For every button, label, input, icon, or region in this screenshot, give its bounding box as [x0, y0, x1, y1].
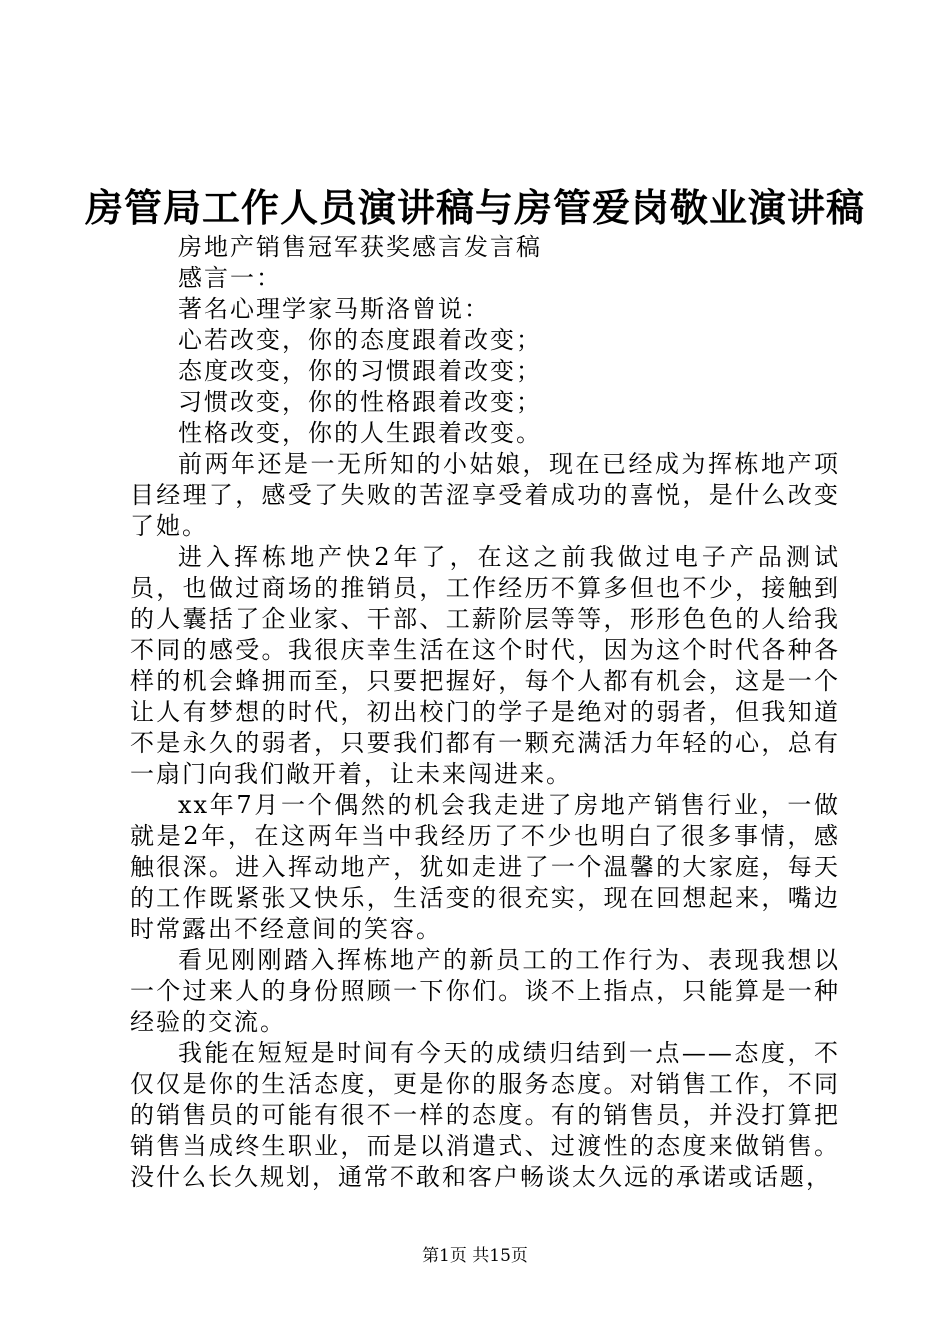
body-paragraph: 看见刚刚踏入挥栋地产的新员工的工作行为、表现我想以一个过来人的身份照顾一下你们。谈不上指点，只能算是一种经验的交流。	[130, 946, 840, 1036]
page-number-footer: 第1页 共15页	[422, 1246, 528, 1266]
body-paragraph: 我能在短短是时间有今天的成绩归结到一点——态度，不仅仅是你的生活态度，更是你的服务态度。对销售工作，不同的销售员的可能有很不一样的态度。有的销售员，并没打算把销售当成终生职业，而是以消遣式、过渡性的态度来做销售。没什么长久规划，通常不敢和客户畅谈太久远的承诺或话题，	[130, 1039, 840, 1191]
body-line: 态度改变，你的习惯跟着改变；	[178, 357, 542, 385]
body-line: 习惯改变，你的性格跟着改变；	[178, 388, 542, 416]
body-line: 房地产销售冠军获奖感言发言稿	[178, 233, 542, 261]
body-paragraph: 进入挥栋地产快2年了，在这之前我做过电子产品测试员，也做过商场的推销员，工作经历不算多但也不少，接触到的人囊括了企业家、干部、工薪阶层等等，形形色色的人给我不同的感受。我很庆幸生活在这个时代，因为这个时代各种各样的机会蜂拥而至，只要把握好，每个人都有机会，这是一个让人有梦想的时代，初出校门的学子是绝对的弱者，但我知道不是永久的弱者，只要我们都有一颗充满活力年轻的心，总有一扇门向我们敞开着，让未来闯进来。	[130, 543, 840, 788]
body-line: 性格改变，你的人生跟着改变。	[178, 419, 542, 447]
body-line: 心若改变，你的态度跟着改变；	[178, 326, 542, 354]
body-paragraph: xx年7月一个偶然的机会我走进了房地产销售行业，一做就是2年，在这两年当中我经历了不少也明白了很多事情，感触很深。进入挥动地产，犹如走进了一个温馨的大家庭，每天的工作既紧张又快乐，生活变的很充实，现在回想起来，嘴边时常露出不经意间的笑容。	[130, 791, 840, 943]
body-paragraph: 前两年还是一无所知的小姑娘，现在已经成为挥栋地产项目经理了，感受了失败的苦涩享受着成功的喜悦，是什么改变了她。	[130, 450, 840, 540]
body-line: 感言一：	[178, 264, 282, 292]
body-line: 著名心理学家马斯洛曾说：	[178, 295, 490, 323]
document-body	[130, 232, 840, 1193]
document-title: 房管局工作人员演讲稿与房管爱岗敬业演讲稿	[84, 185, 865, 230]
